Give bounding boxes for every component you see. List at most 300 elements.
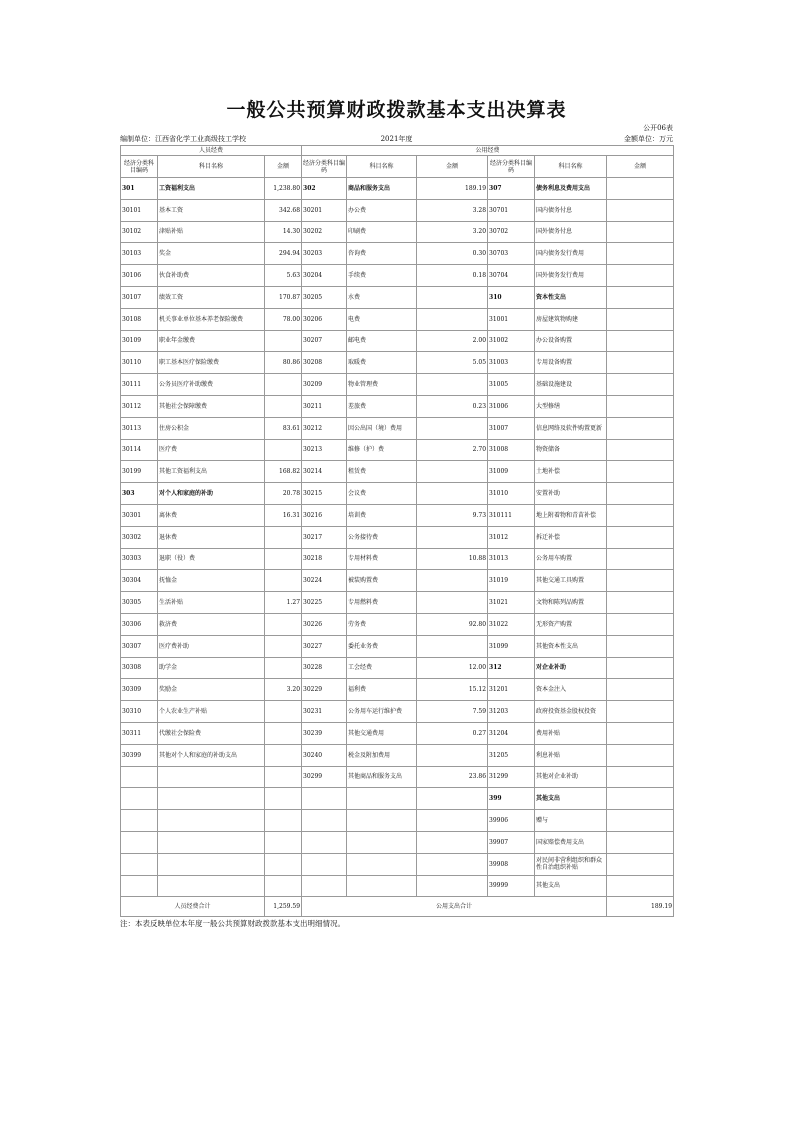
cell-amount	[607, 395, 674, 417]
cell-amount	[417, 810, 488, 832]
cell-name: 对企业补助	[535, 657, 607, 679]
cell-code: 30301	[121, 504, 158, 526]
cell-amount	[265, 657, 302, 679]
cell-name	[158, 766, 265, 788]
cell-amount	[265, 831, 302, 853]
cell-code: 30204	[302, 265, 347, 287]
cell-name: 津贴补贴	[158, 221, 265, 243]
cell-code: 30101	[121, 199, 158, 221]
cell-code: 30239	[302, 722, 347, 744]
cell-code	[302, 831, 347, 853]
cell-code: 30240	[302, 744, 347, 766]
cell-amount	[607, 178, 674, 200]
cell-code: 30228	[302, 657, 347, 679]
cell-code: 30214	[302, 461, 347, 483]
cell-amount	[417, 417, 488, 439]
cell-name: 国内债务付息	[535, 199, 607, 221]
cell-name: 其他工资福利支出	[158, 461, 265, 483]
cell-amount	[607, 788, 674, 810]
cell-amount	[607, 308, 674, 330]
cell-code: 39908	[488, 853, 535, 875]
cell-amount: 1,238.80	[265, 178, 302, 200]
cell-code: 31008	[488, 439, 535, 461]
cell-code: 30110	[121, 352, 158, 374]
table-row	[121, 570, 674, 592]
fiscal-year: 2021年度	[380, 135, 413, 143]
cell-name	[347, 810, 417, 832]
cell-amount: 294.94	[265, 243, 302, 265]
cell-amount: 14.30	[265, 221, 302, 243]
cell-name: 住房公积金	[158, 417, 265, 439]
cell-amount: 2.00	[417, 330, 488, 352]
cell-code: 310111	[488, 504, 535, 526]
cell-name: 其他交通费用	[347, 722, 417, 744]
cell-name	[347, 875, 417, 897]
header-name: 科目名称	[158, 156, 265, 178]
cell-code	[302, 853, 347, 875]
cell-name: 咨询费	[347, 243, 417, 265]
cell-name: 培训费	[347, 504, 417, 526]
cell-code: 312	[488, 657, 535, 679]
table-row	[121, 374, 674, 396]
cell-name: 国内债务发行费用	[535, 243, 607, 265]
cell-amount	[607, 439, 674, 461]
cell-code: 31204	[488, 722, 535, 744]
cell-name: 工会经费	[347, 657, 417, 679]
cell-code: 31003	[488, 352, 535, 374]
table-row	[121, 417, 674, 439]
cell-name	[158, 831, 265, 853]
cell-code: 31001	[488, 308, 535, 330]
cell-name: 房屋建筑物购建	[535, 308, 607, 330]
header-amount: 金额	[607, 156, 674, 178]
cell-name: 国外债务发行费用	[535, 265, 607, 287]
cell-code: 30227	[302, 635, 347, 657]
cell-name: 办公设备购置	[535, 330, 607, 352]
cell-name: 物业管理费	[347, 374, 417, 396]
cell-amount	[265, 853, 302, 875]
cell-name	[158, 810, 265, 832]
header-amount: 金额	[417, 156, 488, 178]
cell-code	[302, 810, 347, 832]
cell-code: 30310	[121, 701, 158, 723]
cell-name: 职业年金缴费	[158, 330, 265, 352]
cell-name: 因公出国（境）费用	[347, 417, 417, 439]
cell-code: 30106	[121, 265, 158, 287]
cell-amount: 342.68	[265, 199, 302, 221]
cell-code: 30203	[302, 243, 347, 265]
cell-code: 307	[488, 178, 535, 200]
cell-name: 公务用车运行维护费	[347, 701, 417, 723]
cell-code: 39907	[488, 831, 535, 853]
table-row	[121, 548, 674, 570]
cell-amount	[417, 744, 488, 766]
cell-name: 其他对个人和家庭的补助支出	[158, 744, 265, 766]
cell-name: 工资福利支出	[158, 178, 265, 200]
table-row	[121, 483, 674, 505]
cell-code	[121, 810, 158, 832]
cell-code: 30224	[302, 570, 347, 592]
cell-name: 专用材料费	[347, 548, 417, 570]
cell-amount: 0.27	[417, 722, 488, 744]
cell-name: 劳务费	[347, 613, 417, 635]
cell-name: 利息补贴	[535, 744, 607, 766]
cell-amount	[265, 875, 302, 897]
cell-name: 会议费	[347, 483, 417, 505]
cell-amount	[417, 374, 488, 396]
cell-code	[121, 788, 158, 810]
cell-code: 31007	[488, 417, 535, 439]
cell-amount	[607, 875, 674, 897]
cell-name: 邮电费	[347, 330, 417, 352]
cell-code: 30109	[121, 330, 158, 352]
cell-amount	[265, 613, 302, 635]
cell-code: 30206	[302, 308, 347, 330]
table-row	[121, 788, 674, 810]
table-row	[121, 875, 674, 897]
footnote: 注：本表反映单位本年度一般公共预算财政拨款基本支出明细情况。	[120, 919, 345, 929]
cell-name: 基本工资	[158, 199, 265, 221]
cell-name: 公务员医疗补助缴费	[158, 374, 265, 396]
cell-code: 31299	[488, 766, 535, 788]
table-row	[121, 199, 674, 221]
table-row	[121, 352, 674, 374]
table-row	[121, 766, 674, 788]
cell-amount	[417, 592, 488, 614]
cell-code: 30399	[121, 744, 158, 766]
cell-name: 抚恤金	[158, 570, 265, 592]
cell-code: 30309	[121, 679, 158, 701]
table-row	[121, 701, 674, 723]
cell-code	[302, 875, 347, 897]
amount-unit: 金额单位：万元	[624, 135, 673, 143]
cell-name: 文物和陈列品购置	[535, 592, 607, 614]
table-row	[121, 657, 674, 679]
cell-code: 31010	[488, 483, 535, 505]
cell-code: 31019	[488, 570, 535, 592]
cell-name	[158, 788, 265, 810]
cell-amount	[417, 788, 488, 810]
cell-code: 30202	[302, 221, 347, 243]
cell-name: 政府投资基金股权投资	[535, 701, 607, 723]
cell-code	[121, 875, 158, 897]
cell-amount: 168.82	[265, 461, 302, 483]
cell-name: 代缴社会保险费	[158, 722, 265, 744]
cell-code: 30225	[302, 592, 347, 614]
cell-amount	[607, 613, 674, 635]
cell-name: 差旅费	[347, 395, 417, 417]
cell-name	[347, 831, 417, 853]
org-label: 编制单位：江西省化学工业高级技工学校	[120, 135, 246, 143]
cell-amount	[607, 504, 674, 526]
cell-code: 30302	[121, 526, 158, 548]
cell-name: 国家赔偿费用支出	[535, 831, 607, 853]
cell-amount	[607, 853, 674, 875]
cell-code: 30113	[121, 417, 158, 439]
cell-amount	[265, 395, 302, 417]
cell-amount	[607, 417, 674, 439]
cell-amount	[265, 810, 302, 832]
table-row	[121, 613, 674, 635]
cell-name: 离休费	[158, 504, 265, 526]
cell-code	[121, 853, 158, 875]
cell-code: 30208	[302, 352, 347, 374]
table-row	[121, 635, 674, 657]
cell-amount: 1.27	[265, 592, 302, 614]
cell-name: 大型修缮	[535, 395, 607, 417]
cell-name: 信息网络及软件购置更新	[535, 417, 607, 439]
cell-name: 债务利息及费用支出	[535, 178, 607, 200]
cell-code: 30231	[302, 701, 347, 723]
cell-name: 手续费	[347, 265, 417, 287]
cell-name: 水费	[347, 286, 417, 308]
cell-amount	[417, 831, 488, 853]
cell-amount: 10.88	[417, 548, 488, 570]
cell-amount	[607, 461, 674, 483]
cell-code: 31013	[488, 548, 535, 570]
cell-amount	[265, 548, 302, 570]
cell-name: 专用燃料费	[347, 592, 417, 614]
cell-code: 39906	[488, 810, 535, 832]
cell-code: 30226	[302, 613, 347, 635]
cell-name: 土地补偿	[535, 461, 607, 483]
cell-amount	[417, 875, 488, 897]
cell-code: 30112	[121, 395, 158, 417]
cell-name: 其他资本性支出	[535, 635, 607, 657]
cell-amount: 170.87	[265, 286, 302, 308]
cell-code: 30103	[121, 243, 158, 265]
cell-code: 301	[121, 178, 158, 200]
cell-name: 公务用车购置	[535, 548, 607, 570]
cell-amount	[417, 308, 488, 330]
cell-code: 31005	[488, 374, 535, 396]
cell-amount	[607, 570, 674, 592]
cell-amount	[607, 265, 674, 287]
cell-name: 个人农业生产补贴	[158, 701, 265, 723]
column-header-row	[121, 156, 674, 178]
cell-code: 30218	[302, 548, 347, 570]
cell-name: 其他交通工具购置	[535, 570, 607, 592]
cell-code: 30299	[302, 766, 347, 788]
cell-amount	[607, 831, 674, 853]
cell-code: 31021	[488, 592, 535, 614]
cell-code: 30201	[302, 199, 347, 221]
cell-amount	[265, 330, 302, 352]
cell-name: 费用补贴	[535, 722, 607, 744]
table-row	[121, 461, 674, 483]
cell-name	[347, 853, 417, 875]
cell-amount: 16.31	[265, 504, 302, 526]
group-personnel: 人员经费	[121, 146, 302, 156]
table-row	[121, 178, 674, 200]
cell-name: 退职（役）费	[158, 548, 265, 570]
table-row	[121, 439, 674, 461]
cell-name: 绩效工资	[158, 286, 265, 308]
cell-code: 30211	[302, 395, 347, 417]
cell-code: 30215	[302, 483, 347, 505]
cell-amount: 5.63	[265, 265, 302, 287]
cell-name: 办公费	[347, 199, 417, 221]
report-title: 一般公共预算财政拨款基本支出决算表	[226, 99, 567, 121]
cell-name	[158, 853, 265, 875]
cell-amount	[607, 635, 674, 657]
table-row	[121, 526, 674, 548]
cell-amount: 23.86	[417, 766, 488, 788]
cell-code: 31009	[488, 461, 535, 483]
cell-code: 30207	[302, 330, 347, 352]
cell-amount: 83.61	[265, 417, 302, 439]
cell-amount: 189.19	[417, 178, 488, 200]
table-row	[121, 243, 674, 265]
cell-amount	[417, 635, 488, 657]
cell-code: 31203	[488, 701, 535, 723]
cell-name: 电费	[347, 308, 417, 330]
cell-name: 取暖费	[347, 352, 417, 374]
table-row	[121, 504, 674, 526]
table-row	[121, 330, 674, 352]
cell-name: 维修（护）费	[347, 439, 417, 461]
cell-name: 医疗费	[158, 439, 265, 461]
cell-amount	[265, 788, 302, 810]
cell-name: 福利费	[347, 679, 417, 701]
cell-amount	[265, 701, 302, 723]
cell-amount	[607, 548, 674, 570]
cell-code: 30111	[121, 374, 158, 396]
cell-code: 30703	[488, 243, 535, 265]
cell-name: 奖金	[158, 243, 265, 265]
cell-amount	[607, 657, 674, 679]
public-total-value: 189.19	[607, 897, 674, 917]
expenditure-table	[120, 145, 674, 917]
cell-amount	[607, 330, 674, 352]
cell-code: 30704	[488, 265, 535, 287]
cell-name: 专用设备购置	[535, 352, 607, 374]
cell-code: 30217	[302, 526, 347, 548]
table-row	[121, 592, 674, 614]
cell-amount: 0.18	[417, 265, 488, 287]
cell-amount	[607, 701, 674, 723]
cell-code: 30229	[302, 679, 347, 701]
cell-amount	[265, 744, 302, 766]
cell-name: 退休费	[158, 526, 265, 548]
cell-amount	[417, 526, 488, 548]
public-total-label: 公用支出合计	[302, 897, 607, 917]
cell-name: 对民间非营利组织和群众性自治组织补贴	[535, 853, 607, 875]
cell-amount: 0.30	[417, 243, 488, 265]
cell-amount	[417, 483, 488, 505]
cell-name: 公务接待费	[347, 526, 417, 548]
cell-amount: 5.05	[417, 352, 488, 374]
header-name: 科目名称	[347, 156, 417, 178]
cell-name: 资本性支出	[535, 286, 607, 308]
cell-amount	[607, 722, 674, 744]
cell-amount	[607, 810, 674, 832]
cell-code: 30701	[488, 199, 535, 221]
cell-amount	[265, 635, 302, 657]
cell-code: 31006	[488, 395, 535, 417]
cell-code: 310	[488, 286, 535, 308]
cell-name: 其他支出	[535, 875, 607, 897]
cell-code: 30304	[121, 570, 158, 592]
table-row	[121, 265, 674, 287]
cell-code: 30107	[121, 286, 158, 308]
cell-amount: 12.00	[417, 657, 488, 679]
cell-code: 30209	[302, 374, 347, 396]
cell-code: 30306	[121, 613, 158, 635]
cell-amount: 3.20	[265, 679, 302, 701]
cell-name: 委托业务费	[347, 635, 417, 657]
cell-amount	[265, 570, 302, 592]
cell-name: 伙食补助费	[158, 265, 265, 287]
cell-name: 被装购置费	[347, 570, 417, 592]
cell-amount: 15.12	[417, 679, 488, 701]
cell-name	[158, 875, 265, 897]
cell-code: 30199	[121, 461, 158, 483]
cell-name: 安置补助	[535, 483, 607, 505]
cell-code: 30307	[121, 635, 158, 657]
cell-name: 无形资产购置	[535, 613, 607, 635]
cell-name: 赠与	[535, 810, 607, 832]
cell-amount	[265, 439, 302, 461]
cell-name: 生活补贴	[158, 592, 265, 614]
cell-name: 其他商品和服务支出	[347, 766, 417, 788]
table-row	[121, 831, 674, 853]
cell-amount	[265, 722, 302, 744]
cell-amount	[607, 766, 674, 788]
cell-code: 302	[302, 178, 347, 200]
cell-code: 31201	[488, 679, 535, 701]
cell-name	[347, 788, 417, 810]
table-row	[121, 395, 674, 417]
table-row	[121, 286, 674, 308]
cell-amount: 3.20	[417, 221, 488, 243]
cell-amount: 92.80	[417, 613, 488, 635]
cell-amount	[265, 526, 302, 548]
cell-code: 31099	[488, 635, 535, 657]
header-code: 经济分类科目编码	[121, 156, 158, 178]
cell-code: 31205	[488, 744, 535, 766]
personnel-total-label: 人员经费合计	[121, 897, 265, 917]
report-sheet	[120, 97, 673, 930]
cell-amount	[607, 526, 674, 548]
cell-amount	[607, 221, 674, 243]
cell-code: 30108	[121, 308, 158, 330]
cell-amount	[417, 461, 488, 483]
header-code: 经济分类科目编码	[488, 156, 535, 178]
cell-name: 地上附着物和青苗补偿	[535, 504, 607, 526]
header-code: 经济分类科目编码	[302, 156, 347, 178]
cell-amount	[417, 853, 488, 875]
header-amount: 金额	[265, 156, 302, 178]
cell-amount: 80.86	[265, 352, 302, 374]
cell-code: 30305	[121, 592, 158, 614]
cell-amount: 0.23	[417, 395, 488, 417]
cell-name: 基础设施建设	[535, 374, 607, 396]
cell-code: 31012	[488, 526, 535, 548]
cell-amount	[607, 592, 674, 614]
cell-amount	[607, 744, 674, 766]
cell-name: 税金及附加费用	[347, 744, 417, 766]
cell-code: 30114	[121, 439, 158, 461]
cell-code	[302, 788, 347, 810]
cell-code: 30308	[121, 657, 158, 679]
table-row	[121, 308, 674, 330]
cell-code: 30311	[121, 722, 158, 744]
cell-amount: 20.78	[265, 483, 302, 505]
cell-name: 拆迁补偿	[535, 526, 607, 548]
cell-name: 救济费	[158, 613, 265, 635]
cell-amount	[265, 766, 302, 788]
